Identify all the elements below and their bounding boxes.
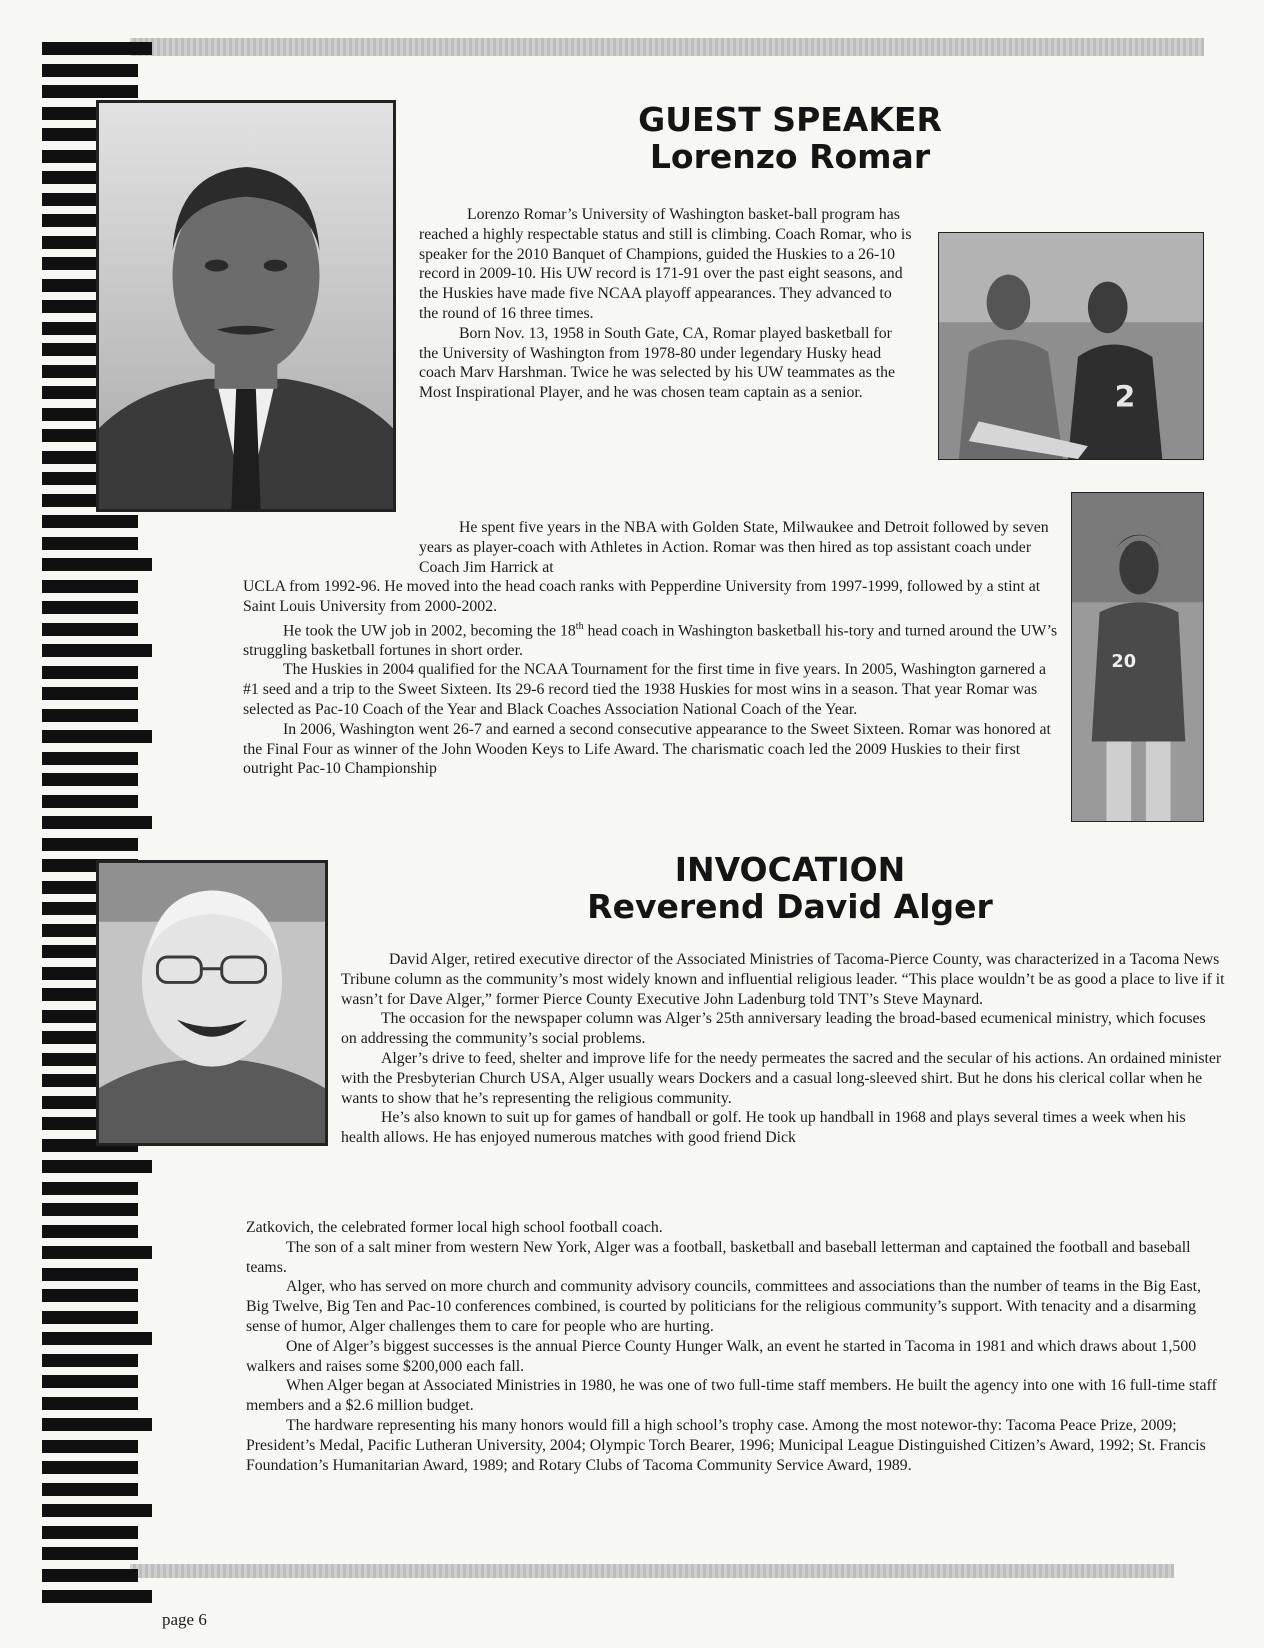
border-stripe	[42, 1246, 152, 1259]
border-stripe	[42, 601, 138, 614]
guest-speaker-heading	[560, 102, 1020, 176]
romar-bio-column-narrow	[419, 205, 913, 403]
alger-portrait-photo	[96, 860, 328, 1146]
alger-bio-paragraph: When Alger began at Associated Ministries in 1980, he was one of two full-time staff members. He built the agency into one with 16 full-time staff members and a $2.6 million budget.	[246, 1377, 1217, 1415]
border-stripe	[42, 1569, 138, 1582]
alger-bio-paragraph: Alger’s drive to feed, shelter and improve life for the needy permeates the sacred and the secular of his actions. An ordained minister with the Presbyterian Church USA, Alger usually wears Dockers and a casual long-sleeved shirt. But he dons his clerical collar when he wants to show that he’s representing the religious community.	[341, 1049, 1222, 1107]
border-stripe	[42, 537, 138, 550]
border-stripe	[42, 1354, 138, 1367]
border-stripe	[42, 752, 138, 765]
guest-speaker-title: GUEST SPEAKER	[638, 100, 942, 139]
border-stripe	[42, 1268, 138, 1281]
alger-bio-paragraph: One of Alger’s biggest successes is the annual Pierce County Hunger Walk, an event he started in Tacoma in 1981 and which draws about 1,500 walkers and raises some $200,000 each fall.	[246, 1337, 1197, 1375]
border-stripe	[42, 1483, 138, 1496]
border-stripe	[42, 1160, 152, 1173]
romar-bio-column-wide	[243, 577, 1063, 779]
romar-bio-text: He took the UW job in 2002, becoming the 18	[283, 621, 576, 639]
border-stripe	[42, 1375, 138, 1388]
alger-bio-paragraph: Alger, who has served on more church and community advisory councils, committees and associations than the number of teams in the Big East, Big Twelve, Big Ten and Pac-10 conferences combined, is courted by politicians for the religious community’s support. With tenacity and a disarming sense of humor, Alger challenges them to care for people who are hurting.	[246, 1278, 1201, 1335]
alger-bio-paragraph: The occasion for the newspaper column was Alger’s 25th anniversary leading the broad-based ecumenical ministry, which focuses on addressing the community’s social problems.	[341, 1010, 1206, 1048]
romar-bio-paragraph: Lorenzo Romar’s University of Washington basket-ball program has reached a highly respectable status and still is climbing. Coach Romar, who is speaker for the 2010 Banquet of Champions, guided the Huskies to a 26-10 record in 2009-10. His UW record is 171-91 over the past eight seasons, and the Huskies have made five NCAA playoff appearances. They advanced to the round of 16 three times.	[419, 206, 912, 322]
border-stripe	[42, 1504, 152, 1517]
guest-speaker-name: Lorenzo Romar	[649, 136, 931, 176]
romar-coaching-photo	[938, 232, 1204, 460]
border-stripe	[42, 666, 138, 679]
border-stripe	[42, 1397, 138, 1410]
border-stripe	[42, 515, 138, 528]
border-stripe	[42, 42, 152, 55]
alger-bio-column-narrow	[341, 950, 1225, 1148]
border-stripe	[42, 795, 138, 808]
romar-bio-paragraph: The Huskies in 2004 qualified for the NCAA Tournament for the first time in five years. In 2005, Washington garnered a #1 seed and a trip to the Sweet Sixteen. Its 29-6 record tied the 1938 Huskies for most wins in a season. That year Romar was selected as Pac-10 Coach of the Year and Black Coaches Association National Coach of the Year.	[243, 661, 1047, 719]
border-stripe	[42, 730, 152, 743]
border-stripe	[42, 558, 152, 571]
border-stripe	[42, 1225, 138, 1238]
alger-bio-column-wide	[246, 1218, 1226, 1475]
border-stripe	[42, 1590, 152, 1603]
romar-bio-paragraph: In 2006, Washington went 26-7 and earned a second consecutive appearance to the Sweet Sixteen. Romar was honored at the Final Four as winner of the John Wooden Keys to Life Award. The charismatic coach led the 2009 Huskies to their first outright Pac-10 Championship	[243, 720, 1051, 778]
romar-bio-column-mid	[419, 518, 1061, 577]
border-stripe	[42, 838, 138, 851]
romar-bio-paragraph: UCLA from 1992-96. He moved into the head coach ranks with Pepperdine University from 1997-1999, followed by a stint at Saint Louis University from 2000-2002.	[243, 578, 1041, 615]
coach-photo-jersey-number: 2	[1114, 379, 1136, 415]
romar-portrait-photo	[96, 100, 396, 512]
border-stripe	[42, 1332, 152, 1345]
alger-bio-paragraph: David Alger, retired executive director of the Associated Ministries of Tacoma-Pierce County, was characterized in a Tacoma News Tribune column as the community’s most widely known and influential religious leader. “This place wouldn’t be as good a place to live if it wasn’t for Dave Alger,” former Pierce County Executive John Ladenburg told TNT’s Steve Maynard.	[341, 951, 1225, 1008]
border-stripe	[42, 1440, 138, 1453]
border-stripe	[42, 687, 138, 700]
invocation-heading	[530, 852, 1050, 926]
border-stripe	[42, 85, 138, 98]
top-decorative-bar	[130, 38, 1204, 56]
alger-bio-paragraph: The son of a salt miner from western New York, Alger was a football, basketball and baseball letterman and captained the football and baseball teams.	[246, 1238, 1191, 1276]
alger-bio-paragraph: Zatkovich, the celebrated former local high school football coach.	[246, 1219, 663, 1236]
romar-bio-paragraph: He spent five years in the NBA with Golden State, Milwaukee and Detroit followed by seven years as player-coach with Athletes in Action. Romar was then hired as top assistant coach under Coach Jim Harrick at	[419, 519, 1049, 576]
romar-bio-paragraph: Born Nov. 13, 1958 in South Gate, CA, Romar played basketball for the University of Washington from 1978-80 under legendary Husky head coach Marv Harshman. Twice he was selected by his UW teammates as the Most Inspirational Player, and he was chosen team captain as a senior.	[419, 324, 896, 402]
border-stripe	[42, 64, 138, 77]
alger-bio-paragraph: The hardware representing his many honors would fill a high school’s trophy case. Among the most notewor-thy: Tacoma Peace Prize, 2009; President’s Medal, Pacific Lutheran University, 2004; Olympic Torch Bearer, 1996; Municipal League Distinguished Citizen’s Award, 1992; St. Francis Foundation’s Humanitarian Award, 1989; and Rotary Clubs of Tacoma Community Service Award, 1989.	[246, 1416, 1206, 1474]
border-stripe	[42, 709, 138, 722]
border-stripe	[42, 1203, 138, 1216]
alger-bio-paragraph: He’s also known to suit up for games of handball or golf. He took up handball in 1968 and plays several times a week when his health allows. He has enjoyed numerous matches with good friend Dick	[341, 1109, 1186, 1147]
border-stripe	[42, 1311, 138, 1324]
ordinal-suffix: th	[575, 620, 584, 632]
invocation-title: INVOCATION	[674, 850, 906, 889]
romar-bio-text: head coach in Washington basketball his-tory and turned around the UW’s struggling basketball fortunes in short order.	[243, 621, 1058, 659]
player-photo-jersey-number: 20	[1111, 650, 1137, 672]
border-stripe	[42, 580, 138, 593]
romar-player-photo	[1071, 492, 1204, 822]
border-stripe	[42, 623, 138, 636]
page-number: page 6	[162, 1610, 207, 1629]
border-stripe	[42, 1547, 138, 1560]
border-stripe	[42, 1182, 138, 1195]
border-stripe	[42, 644, 152, 657]
border-stripe	[42, 1526, 138, 1539]
invocation-name: Reverend David Alger	[587, 886, 993, 926]
border-stripe	[42, 773, 138, 786]
border-stripe	[42, 1418, 152, 1431]
border-stripe	[42, 816, 152, 829]
border-stripe	[42, 1461, 138, 1474]
border-stripe	[42, 1289, 138, 1302]
romar-bio-paragraph	[243, 617, 1063, 661]
bottom-decorative-bar	[130, 1564, 1174, 1578]
